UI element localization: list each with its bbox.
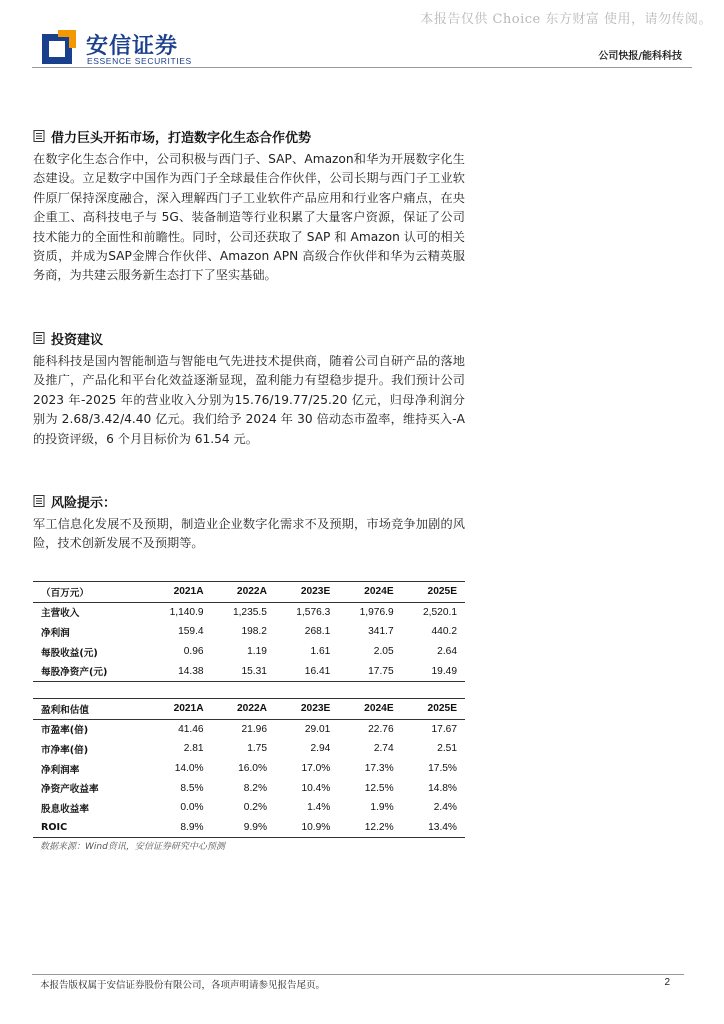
table-cell: 16.41 (275, 661, 338, 681)
footer-divider (32, 974, 684, 975)
table-header-cell: 2025E (402, 699, 465, 720)
table-header-cell: 2022A (212, 699, 275, 720)
table-cell: 268.1 (304, 626, 331, 638)
report-category: 公司快报/能科科技 (598, 51, 682, 62)
table-header-cell: 2023E (275, 699, 338, 720)
table-cell: 10.9% (275, 818, 338, 838)
section-investment (33, 328, 465, 449)
section-paragraph: 能科科技是国内智能制造与智能电气先进技术提供商，随着公司自研产品的落地及推广，产品化和平台化效益逐渐显现，盈利能力有望稳步提升。我们预计公司 2023 年-2025 年的营业收入分别为15.76/19.77/25.20 亿元，归母净利润分别为 2.68/3.42/4.40 亿元。我们给予 2024 年 30 倍动态市盈率，维持买入-A 的投资评级，6 个月目标价为 61.54 元。 (33, 354, 465, 446)
table-header-cell: 2024E (338, 699, 401, 720)
section-title-text: 投资建议 (51, 332, 104, 348)
table-cell: 10.4% (301, 782, 331, 794)
document-icon (33, 495, 45, 507)
logo-text-en: ESSENCE SECURITIES (87, 56, 192, 66)
data-source-note: 数据来源：Wind资讯，安信证券研究中心预测 (40, 842, 225, 852)
table-cell: 1.19 (247, 646, 267, 658)
table-cell: 0.96 (183, 646, 204, 658)
table-cell: 1,140.9 (169, 606, 204, 618)
row-label: 股息收益率 (41, 803, 89, 815)
table-cell: 22.76 (368, 723, 394, 735)
table-cell: 2.64 (437, 646, 457, 658)
section-title-text: 风险提示： (51, 495, 117, 511)
section-title (33, 126, 465, 146)
table-cell: 17.67 (431, 723, 457, 735)
table-cell: 8.5% (180, 782, 204, 794)
table-cell: 1.9% (370, 802, 394, 814)
table-row (33, 661, 465, 681)
section-title (33, 491, 465, 511)
table-cell: 1.75 (247, 743, 268, 755)
table-cell: 21.96 (241, 723, 268, 735)
table-row (33, 739, 465, 759)
table-cell: 1,235.5 (232, 606, 267, 618)
table-cell: 198.2 (241, 626, 267, 638)
table-cell: 17.3% (364, 763, 394, 775)
header-divider (32, 67, 692, 68)
financial-table (33, 581, 465, 682)
table-row (33, 798, 465, 818)
section-paragraph: 在数字化生态合作中，公司积极与西门子、SAP、Amazon和华为开展数字化生态建设。立足数字中国作为西门子全球最佳合作伙伴，公司长期与西门子工业软件原厂保持深度融合，深入理解西门子工业软件产品应用和行业客户痛点，在央企重工、高科技电子与 5G、装备制造等行业积累了大量客户资源，保证了公司技术能力的全面性和前瞻性。同时，公司还获取了 SAP 和 Amazon 认可的相关资质，并成为SAP金牌合作伙伴、Amazon APN 高级合作伙伴和华为云精英服务商，为共建云服务新生态打下了坚实基础。 (33, 152, 465, 283)
table-row (33, 622, 465, 642)
table-cell: 1,576.3 (296, 606, 331, 618)
table-header-cell: （百万元） (33, 582, 148, 603)
document-icon (33, 332, 45, 344)
row-label: 净资产收益率 (41, 784, 99, 796)
table-cell: 13.4% (402, 818, 465, 838)
table-cell: 2.05 (373, 646, 394, 658)
section-partnership (33, 126, 465, 286)
logo-mark-icon (40, 28, 78, 66)
section-risk (33, 491, 465, 554)
footer-disclaimer: 本报告版权属于安信证券股份有限公司，各项声明请参见报告尾页。 (40, 980, 326, 991)
table-header-cell: 盈利和估值 (33, 699, 148, 720)
table-cell: 29.01 (304, 723, 331, 735)
table-cell: 16.0% (238, 763, 268, 775)
section-paragraph: 军工信息化发展不及预期，制造业企业数字化需求不及预期，市场竞争加剧的风险，技术创新发展不及预期等。 (33, 517, 465, 551)
table-cell: 12.5% (364, 782, 394, 794)
table-header-cell: 2024E (338, 582, 401, 603)
table-row (33, 818, 465, 838)
table-cell: 9.9% (212, 818, 275, 838)
table-cell: 15.31 (212, 661, 275, 681)
table-header-cell: 2021A (148, 582, 211, 603)
row-label: 每股收益(元) (41, 647, 98, 659)
row-label: 净利润率 (41, 764, 80, 776)
logo-text-cn: 安信证券 (86, 34, 179, 59)
section-title-text: 借力巨头开拓市场，打造数字化生态合作优势 (51, 130, 312, 146)
table-row (33, 719, 465, 739)
table-cell: 17.0% (301, 763, 331, 775)
watermark: 本报告仅供 Choice 东方财富 使用，请勿传阅。 (420, 12, 712, 27)
table-cell: 8.2% (243, 782, 268, 794)
table-cell: 0.0% (180, 802, 204, 814)
table-cell: 2.94 (310, 743, 331, 755)
document-icon (33, 130, 45, 142)
table-cell: 440.2 (431, 626, 457, 638)
table-cell: 17.5% (428, 763, 457, 775)
table-cell: 14.0% (174, 763, 204, 775)
table-cell: 19.49 (402, 661, 465, 681)
table-cell: 17.75 (338, 661, 401, 681)
table-cell: 1.61 (310, 646, 331, 658)
table-cell: 341.7 (368, 626, 394, 638)
page-number: 2 (664, 977, 670, 988)
table-row (33, 642, 465, 662)
table-header-cell: 2023E (275, 582, 338, 603)
table-row (33, 778, 465, 798)
row-label: 每股净资产(元) (33, 661, 148, 681)
table-cell: 2.4% (433, 802, 457, 814)
table-cell: 41.46 (178, 723, 204, 735)
table-cell: 2.81 (183, 743, 204, 755)
table-row (33, 602, 465, 622)
row-label: ROIC (33, 818, 148, 838)
table-cell: 1,976.9 (359, 606, 394, 618)
row-label: 市盈率(倍) (41, 725, 89, 737)
table-cell: 14.8% (428, 782, 457, 794)
table-cell: 2.74 (373, 743, 394, 755)
row-label: 主营收入 (41, 608, 80, 620)
table-cell: 14.38 (148, 661, 211, 681)
table-header-row (33, 582, 465, 603)
table-cell: 0.2% (243, 802, 268, 814)
table-header-cell: 2022A (212, 582, 275, 603)
row-label: 市净率(倍) (41, 744, 89, 756)
table-cell: 2,520.1 (423, 606, 457, 618)
row-label: 净利润 (41, 627, 70, 639)
company-logo (40, 28, 220, 68)
table-cell: 1.4% (307, 802, 331, 814)
table-header-cell: 2021A (148, 699, 211, 720)
table-cell: 2.51 (437, 743, 457, 755)
table-cell: 12.2% (338, 818, 401, 838)
table-cell: 159.4 (178, 626, 204, 638)
table-header-cell: 2025E (402, 582, 465, 603)
table-cell: 8.9% (148, 818, 211, 838)
table-row (33, 759, 465, 779)
table-header-row (33, 699, 465, 720)
valuation-table (33, 698, 465, 838)
section-title (33, 328, 465, 348)
